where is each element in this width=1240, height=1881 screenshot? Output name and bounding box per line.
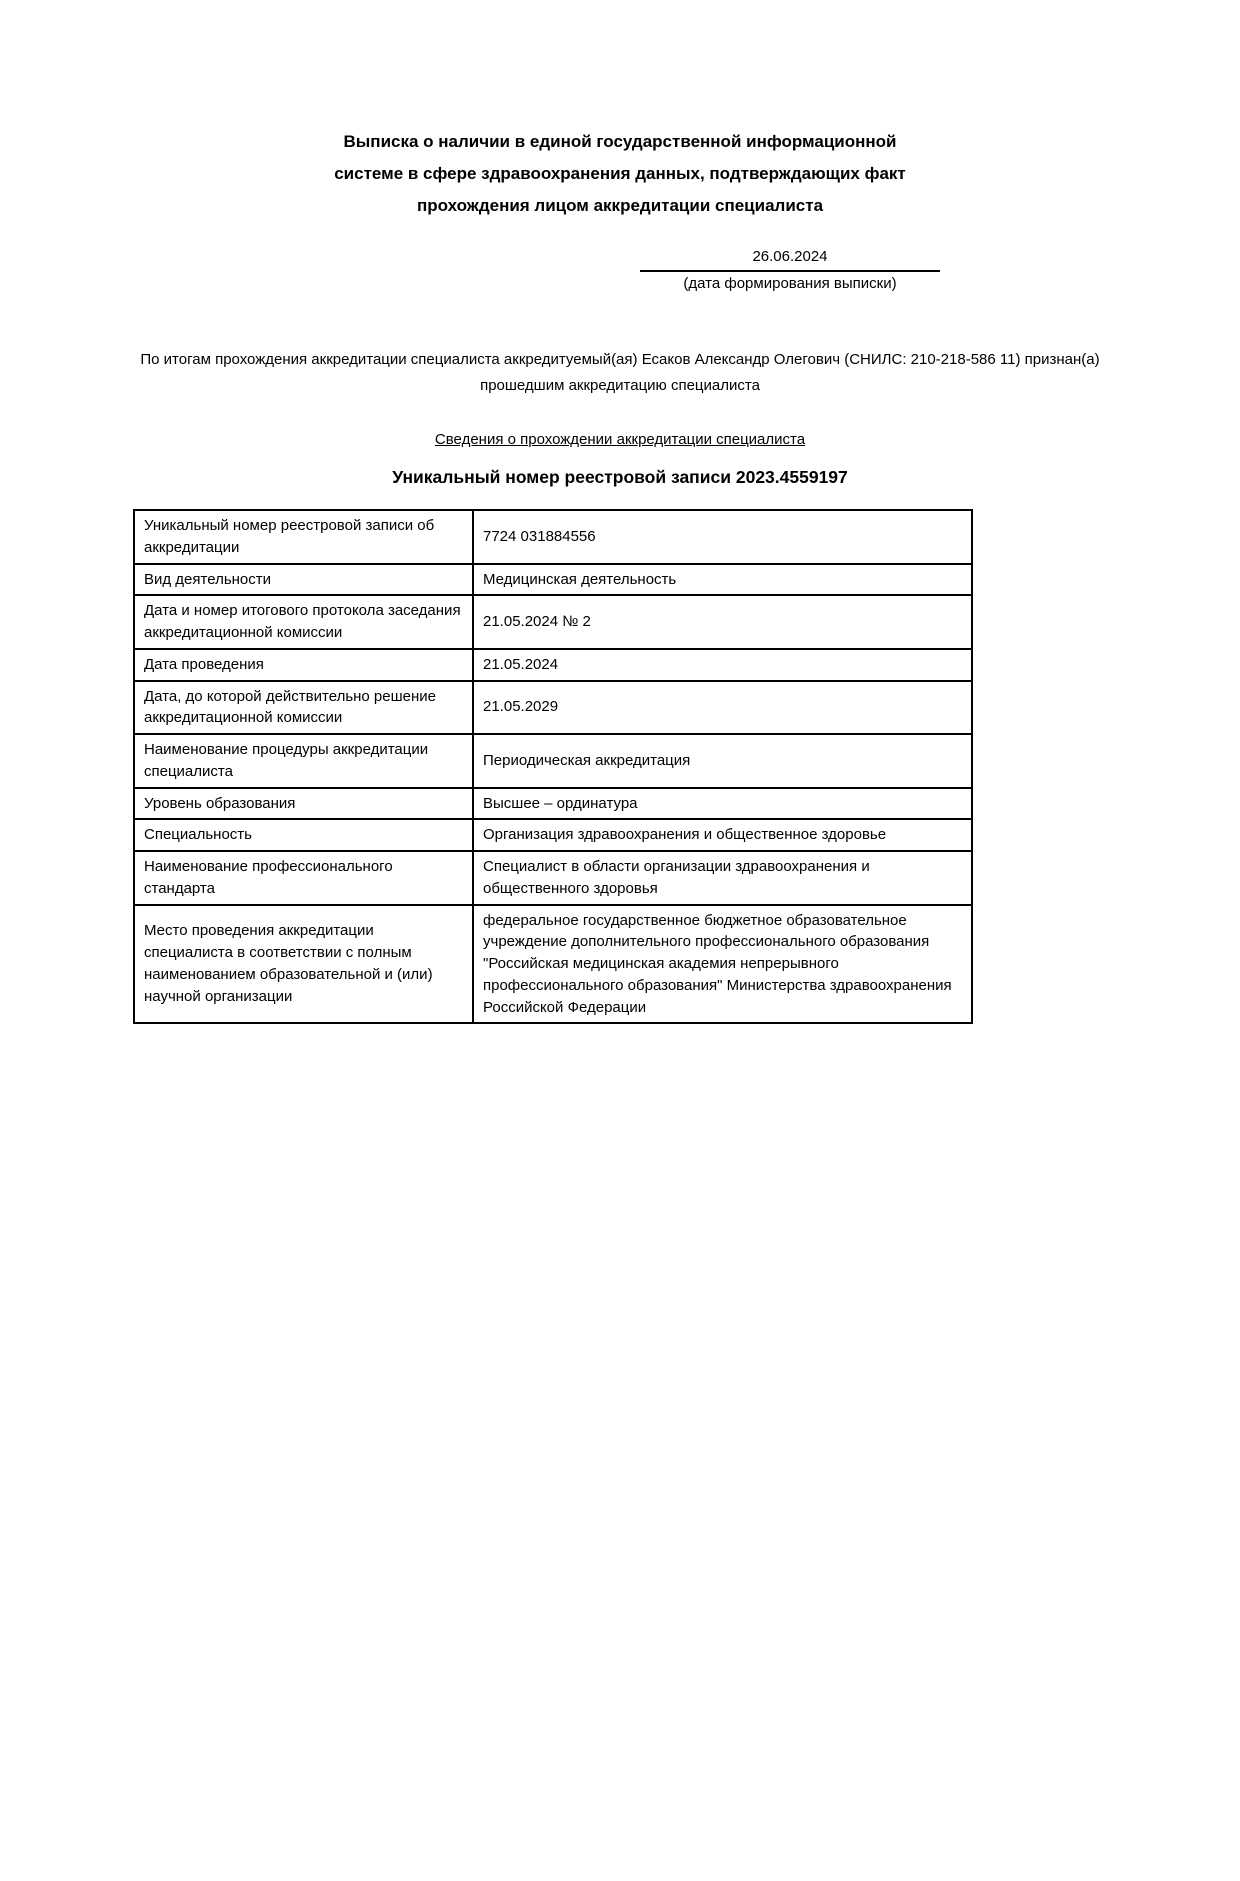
extract-date-block — [640, 246, 940, 295]
table-row — [134, 595, 972, 649]
row-value: 21.05.2024 — [473, 649, 972, 681]
row-value: Высшее – ординатура — [473, 788, 972, 820]
document-title-line: прохождения лицом аккредитации специалиста — [416, 196, 824, 215]
row-label: Дата проведения — [134, 649, 473, 681]
document-title-line: Выписка о наличии в единой государственной информационной — [343, 132, 897, 151]
row-value: 21.05.2029 — [473, 681, 972, 735]
table-row — [134, 788, 972, 820]
table-row — [134, 564, 972, 596]
document-title — [170, 126, 1070, 222]
table-row — [134, 851, 972, 905]
row-label: Дата, до которой действительно решение аккредитационной комиссии — [134, 681, 473, 735]
registry-record-heading: Уникальный номер реестровой записи 2023.4559197 — [392, 467, 848, 487]
accreditation-details-table — [133, 509, 973, 1024]
table-row — [134, 681, 972, 735]
extract-date-caption: (дата формирования выписки) — [683, 275, 897, 292]
accreditation-result-paragraph: По итогам прохождения аккредитации специалиста аккредитуемый(ая) Есаков Александр Олегович (СНИЛС: 210-218-586 11) признан(а) прошедшим аккредитацию специалиста — [140, 351, 1100, 394]
row-label: Дата и номер итогового протокола заседания аккредитационной комиссии — [134, 595, 473, 649]
row-label: Специальность — [134, 819, 473, 851]
table-row — [134, 734, 972, 788]
row-value: Периодическая аккредитация — [473, 734, 972, 788]
document-page — [0, 126, 1240, 1881]
table-row — [134, 510, 972, 564]
row-value: Медицинская деятельность — [473, 564, 972, 596]
row-value: Специалист в области организации здравоохранения и общественного здоровья — [473, 851, 972, 905]
document-title-line: системе в сфере здравоохранения данных, подтверждающих факт — [334, 164, 906, 183]
row-label: Уникальный номер реестровой записи об аккредитации — [134, 510, 473, 564]
row-label: Место проведения аккредитации специалиста в соответствии с полным наименованием образовательной и (или) научной организации — [134, 905, 473, 1024]
row-value: Организация здравоохранения и общественное здоровье — [473, 819, 972, 851]
table-row — [134, 905, 972, 1024]
row-label: Уровень образования — [134, 788, 473, 820]
row-value: 21.05.2024 № 2 — [473, 595, 972, 649]
row-value: 7724 031884556 — [473, 510, 972, 564]
section-heading: Сведения о прохождении аккредитации специалиста — [434, 431, 806, 448]
row-value: федеральное государственное бюджетное образовательное учреждение дополнительного профессионального образования "Российская медицинская академия непрерывного профессионального образования" Министерства здравоохранения Российской Федерации — [473, 905, 972, 1024]
row-label: Вид деятельности — [134, 564, 473, 596]
table-row — [134, 819, 972, 851]
row-label: Наименование процедуры аккредитации специалиста — [134, 734, 473, 788]
extract-date-value: 26.06.2024 — [640, 246, 940, 272]
table-row — [134, 649, 972, 681]
row-label: Наименование профессионального стандарта — [134, 851, 473, 905]
